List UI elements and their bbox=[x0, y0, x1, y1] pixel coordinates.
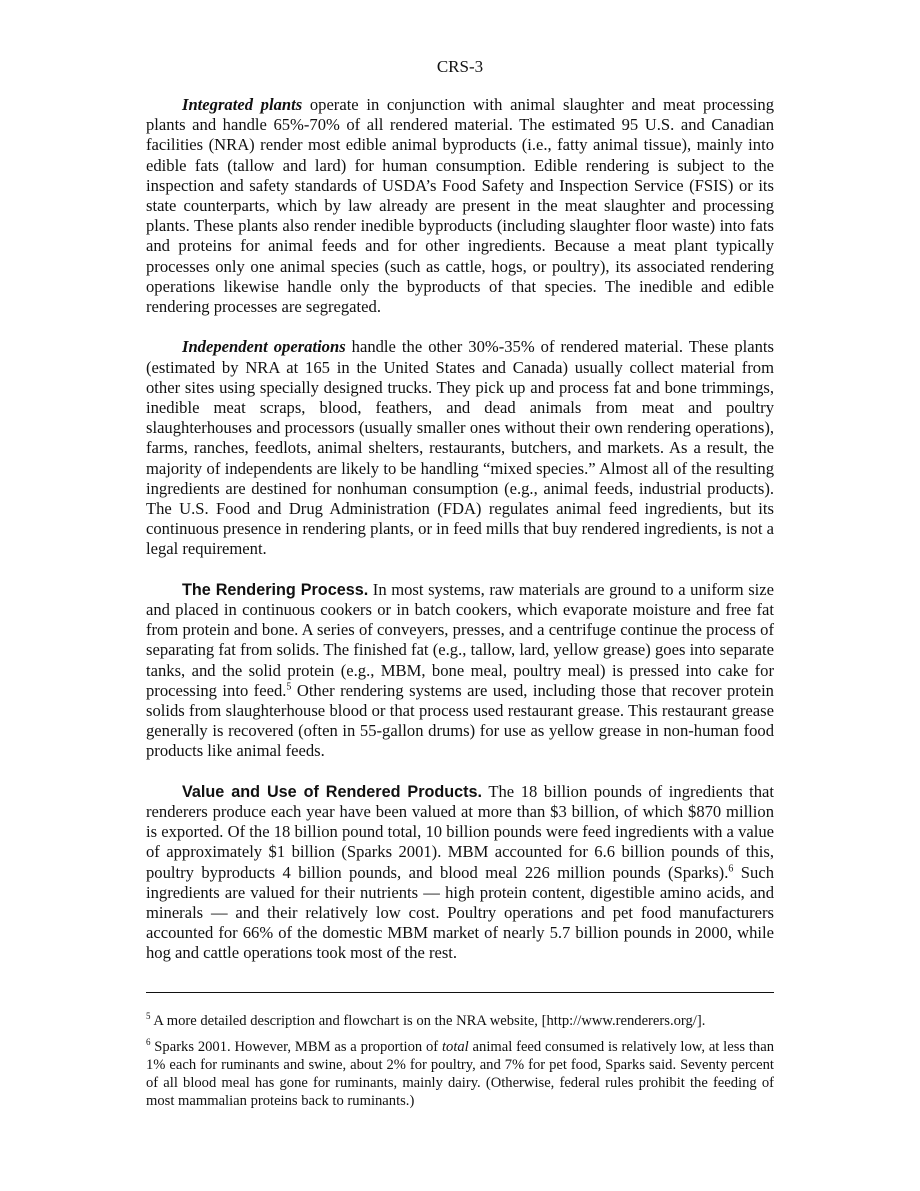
page-header bbox=[0, 55, 920, 79]
footnotes bbox=[146, 1012, 774, 1118]
page-number: CRS-3 bbox=[436, 57, 484, 76]
paragraph-integrated-plants bbox=[146, 95, 774, 317]
footnote-6 bbox=[146, 1038, 774, 1110]
footnote-5 bbox=[146, 1012, 774, 1030]
paragraph-text: The 18 billion pounds of ingredients that renderers produce each year have been valued at more than $3 billion, of which $870 million is exported. Of the 18 billion pound total, 10 billion pounds were feed ingredients with a value of approximately $1 billion (Sparks 2001). MBM accounted for 6.6 billion pounds of this, poultry byproducts 4 billion pounds, and blood meal 226 million pounds (Sparks). bbox=[146, 781, 774, 882]
paragraph-text: operate in conjunction with animal slaughter and meat processing plants and handle 65%-70% of all rendered material. The estimated 95 U.S. and Canadian facilities (NRA) render most edible animal byproducts (i.e., fatty animal tissue), mainly into edible fats (tallow and lard) for human consumption. Edible rendering is subject to the inspection and safety standards of USDA’s Food Safety and Inspection Service (FSIS) or its state counterparts, which by law already are present in the meat slaughter and processing plants. These plants also render inedible byproducts (including slaughter floor waste) into fats and proteins for animal feeds and for other ingredients. Because a meat plant typically processes only one animal species (such as cattle, hogs, or poultry), its associated rendering operations likewise handle only the byproducts of that species. The inedible and edible rendering processes are segregated. bbox=[146, 95, 774, 317]
footnote-ref-6: 6 bbox=[728, 863, 734, 875]
paragraph-text: Such ingredients are valued for their nutrients — high protein content, digestible amino acids, and minerals — and their relatively low cost. Poultry operations and pet food manufacturers accounted for 66% of the domestic MBM market of nearly 5.7 billion pounds in 2000, while hog and cattle operations took most of the rest. bbox=[146, 862, 774, 963]
paragraph-text: In most systems, raw materials are ground to a uniform size and placed in continuous cookers or in batch cookers, which evaporate moisture and free fat from protein and bone. A series of conveyers, presses, and a centrifuge continue the process of separating fat from solids. The finished fat (e.g., tallow, lard, yellow grease) goes into separate tanks, and the solid protein (e.g., MBM, bone meal, poultry meal) is pressed into cake for processing into feed. bbox=[146, 579, 774, 700]
paragraph-text: handle the other 30%-35% of rendered material. These plants (estimated by NRA at 165 in the United States and Canada) usually collect material from other sites using specially designed trucks. They pick up and process fat and bone trimmings, inedible meat scraps, blood, feathers, and dead animals from meat and poultry slaughterhouses and processors (usually smaller ones without their own rendering operations), farms, ranches, feedlots, animal shelters, restaurants, butchers, and markets. As a result, the majority of independents are likely to be handling “mixed species.” Almost all of the resulting ingredients are destined for nonhuman consumption (e.g., animal feeds, industrial products). The U.S. Food and Drug Administration (FDA) regulates animal feed ingredients, but its continuous presence in rendering plants, or in feed mills that buy rendered ingredients, is not a legal requirement. bbox=[146, 337, 774, 559]
section-heading-rendering-process: The Rendering Process. bbox=[182, 580, 369, 599]
section-heading-value-and-use: Value and Use of Rendered Products. bbox=[182, 782, 483, 801]
footnote-emphasis: total bbox=[441, 1039, 469, 1055]
body-text bbox=[146, 95, 774, 984]
paragraph-independent-operations bbox=[146, 337, 774, 559]
paragraph-value-and-use bbox=[146, 782, 774, 964]
term-independent-operations: Independent operations bbox=[182, 337, 346, 357]
footnote-text: Sparks 2001. However, MBM as a proportion of bbox=[150, 1039, 442, 1055]
paragraph-text: Other rendering systems are used, including those that recover protein solids from slaughterhouse blood or that process used restaurant grease. This restaurant grease generally is recovered (often in 55-gallon drums) for use as yellow grease in non-human food products like animal feeds. bbox=[146, 680, 774, 761]
footnote-text: animal feed consumed is relatively low, at less than 1% each for ruminants and swine, about 2% for poultry, and 7% for pet food, Sparks said. Seventy percent of all blood meal has gone for ruminants, mainly dairy. (Otherwise, federal rules prohibit the feeding of most mammalian proteins back to ruminants.) bbox=[146, 1039, 774, 1109]
term-integrated-plants: Integrated plants bbox=[182, 95, 303, 114]
footnote-number-5: 5 bbox=[146, 1011, 151, 1022]
footnote-number-6: 6 bbox=[146, 1037, 151, 1048]
footnote-text: A more detailed description and flowchart is on the NRA website, [http://www.renderers.org/]. bbox=[150, 1013, 706, 1029]
paragraph-rendering-process bbox=[146, 580, 774, 762]
footnote-divider bbox=[146, 992, 774, 993]
footnote-ref-5: 5 bbox=[286, 681, 292, 693]
